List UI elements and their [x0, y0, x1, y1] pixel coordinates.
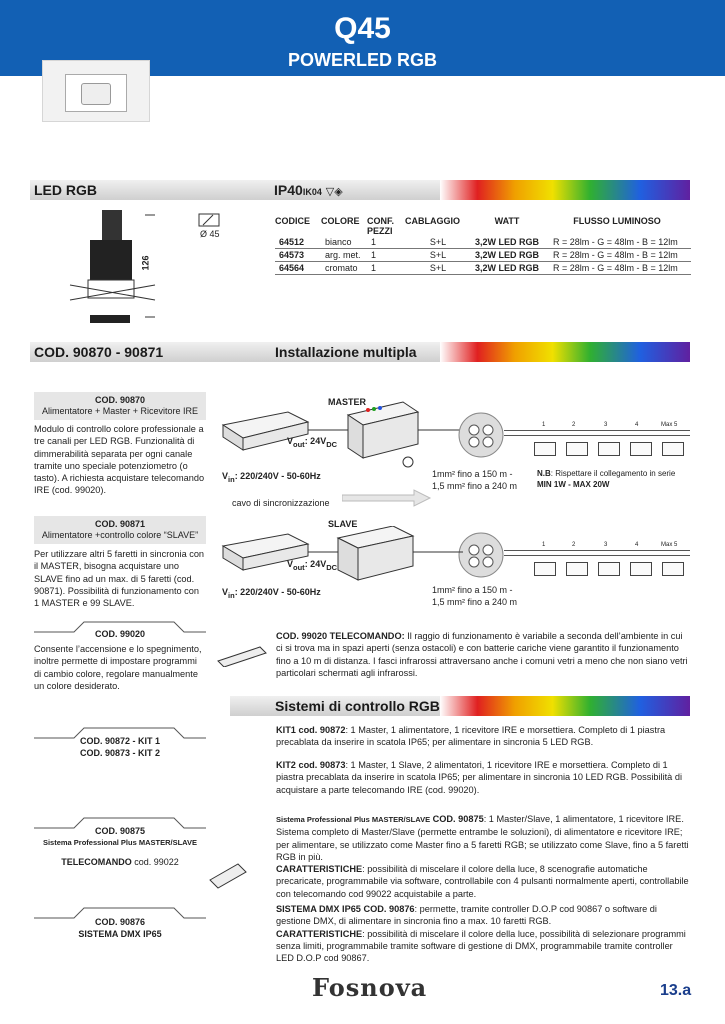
rainbow-strip [440, 180, 690, 200]
led-spot [566, 562, 588, 576]
diameter-label: Ø 45 [200, 229, 220, 239]
triangle-icon: ▽ [325, 186, 335, 198]
telecomando-99020-desc: COD. 99020 TELECOMANDO: Il raggio di funzionamento è variabile a seconda dell’ambiente in cui ci si trova ma in spazi aperti (senza ostacoli) e con batterie cariche viene garantito il funzionamento fino a 10 m di distanza. I fasci infrarossi attraversano anche i comuni vetri a meno che non siano vetri particolari schermati agli infrarossi. [276, 631, 688, 678]
nb-note: N.B: Rispettare il collegamento in serie MIN 1W - MAX 20W [537, 469, 676, 489]
led-spot [598, 562, 620, 576]
led-spot [566, 442, 588, 456]
vin-label-slave: $V_{in}$: 220/240V - 50-60Hz [222, 587, 321, 600]
section-title-sistemi: Sistemi di controllo RGB [275, 698, 440, 714]
section-title-cod: COD. 90870 - 90871 [34, 344, 164, 360]
box-99020-code: COD. 99020 [94, 629, 146, 639]
box-90871-text: Per utilizzare altri 5 faretti in sincronia con il MASTER, bisogna acquistare uno SLAVE fino ad un max. di 5 faretti (cod. 90871). Possibilità di funzionamento con 1 MASTER e 99 SLAVE. [34, 549, 205, 609]
box-90870-head: COD. 90870 Alimentatore + Master + Ricevitore IRE [34, 392, 206, 420]
section-title-led-rgb: LED RGB [34, 182, 97, 198]
telecomando-99022: TELECOMANDO cod. 99022 [61, 857, 179, 867]
page-number: 13.a [660, 982, 692, 999]
slave-diagram [218, 526, 468, 586]
slave-label: SLAVE [328, 519, 358, 529]
diamond-icon: ◈ [334, 186, 343, 198]
dmx-desc: SISTEMA DMX IP65 COD. 90876: permette, tramite controller D.O.P cod 90867 o software di gestione DMX, di alimentare in sincronia fino a max. 10 faretti RGB. CARATTERISTICHE: possibilità di miscelare il colore della luce, possibilità di selezionare programmi senza limiti, programmabile tramite software di gestione di DMX, programmabile tramite controller LED D.O.P cod 90867. [276, 904, 686, 964]
cable-spec-1: 1mm² fino a 150 m - 1,5 mm² fino a 240 m [432, 469, 518, 491]
led-spot [630, 562, 652, 576]
box-90871-head: COD. 90871 Alimentatore +controllo colore “SLAVE” [34, 516, 206, 544]
led-spot [662, 562, 684, 576]
product-photo [42, 60, 150, 122]
led-spot [534, 442, 556, 456]
page-title: Q45 [334, 12, 391, 45]
led-spot [630, 442, 652, 456]
master-diagram [218, 400, 468, 470]
remote-control-icon [206, 860, 248, 890]
section-title-installazione: Installazione multipla [275, 344, 417, 360]
page-subtitle: POWERLED RGB [287, 50, 437, 70]
kit1-desc: KIT1 cod. 90872: 1 Master, 1 alimentatore, 1 ricevitore IRE e morsettiera. Completo di 1 piastra precablata da inserire in scatola IP65; per alimentare in sincronia 5 LED RGB. [276, 725, 666, 748]
ip-rating: IP40IK04 ▽◈ [274, 182, 343, 198]
box-90875-code: COD. 90875 [94, 826, 146, 836]
box-90875-sub: Sistema Professional Plus MASTER/SLAVE [42, 838, 198, 847]
cutout-icon [198, 213, 220, 227]
table-row: 64564 cromato 1 S+L 3,2W LED RGB R = 28lm - G = 48lm - B = 12lm [275, 262, 691, 275]
led-spot [662, 442, 684, 456]
vout-label-master: $V_{out}$: $24V_{DC}$ [287, 436, 338, 449]
pro-system-desc: Sistema Professional Plus MASTER/SLAVE COD. 90875: 1 Master/Slave, 1 alimentatore, 1 ricevitore IRE. Sistema completo di Master/Slave (permette entrambe le soluzioni), di alimentatore e ricevitore IRE; per alimentare, se utilizzato come Master fino a 5 faretti RGB; se utilizzato come Slave, fino a 5 faretti RGB in più. CARATTERISTICHE: possibilità di miscelare il colore della luce, 8 scenografie automatiche precaricate, programmabile via software, controllabile con 4 pulsanti normalmente aperti, controllabile con telecomando cod 99022 acquistabile a parte. [276, 814, 689, 899]
sync-arrow-icon [342, 488, 432, 508]
fosnova-logo: Fosnova [312, 973, 428, 1002]
table-row: 64573 arg. met. 1 S+L 3,2W LED RGB R = 28lm - G = 48lm - B = 12lm [275, 249, 691, 262]
junction-icon [458, 412, 504, 458]
cable-spec-2: 1mm² fino a 150 m - 1,5 mm² fino a 240 m [432, 585, 518, 607]
kit-codes: COD. 90872 - KIT 1 COD. 90873 - KIT 2 [79, 736, 161, 758]
kit2-desc: KIT2 cod. 90873: 1 Master, 1 Slave, 2 alimentatori, 1 ricevitore IRE e morsettiera. Completo di 1 piastra precablata da inserire in scatola IP65; per alimentare in sincronia 10 LED RGB. Possibilità di acquistare a parte telecomando IRE (cod. 99020). [276, 760, 682, 795]
led-spot [598, 442, 620, 456]
sync-cable-label: cavo di sincronizzazione [232, 498, 330, 508]
remote-control-icon [214, 645, 270, 667]
box-90876: COD. 90876 SISTEMA DMX IP65 [78, 917, 162, 939]
box-90870-text: Modulo di controllo colore professionale a tre canali per LED RGB. Funzionalità di dimmerabilità separata per ogni canale tramite uno speciale potenziometro (o tasto). A richiesta acquistare telecomando IRE (cod. 99020). [34, 424, 205, 496]
dimension-label: 126 [140, 255, 151, 271]
master-label: MASTER [328, 397, 366, 407]
product-table: CODICE COLORE CONF. PEZZI CABLAGGIO WATT FLUSSO LUMINOSO 64512 bianco 1 S+L 3,2W LED RGB R = 28lm - G = 48lm - B = 12lm 64573 arg. met. 1 S+L 3,2W LED RGB R = 28lm - G = 48lm - B = 12lm 64564 cromato 1 S+L 3,2W LED RGB R = 28lm - G = 48lm - B = 12lm [275, 216, 691, 275]
table-row: 64512 bianco 1 S+L 3,2W LED RGB R = 28lm - G = 48lm - B = 12lm [275, 236, 691, 249]
vout-label-slave: $V_{out}$: $24V_{DC}$ [287, 559, 338, 572]
box-99020-text: Consente l’accensione e lo spegnimento, inoltre permette di impostare programmi di cambio colore, regolare manualmente un colore desiderato. [34, 644, 202, 691]
vin-label-master: $V_{in}$: 220/240V - 50-60Hz [222, 471, 321, 484]
led-spot [534, 562, 556, 576]
